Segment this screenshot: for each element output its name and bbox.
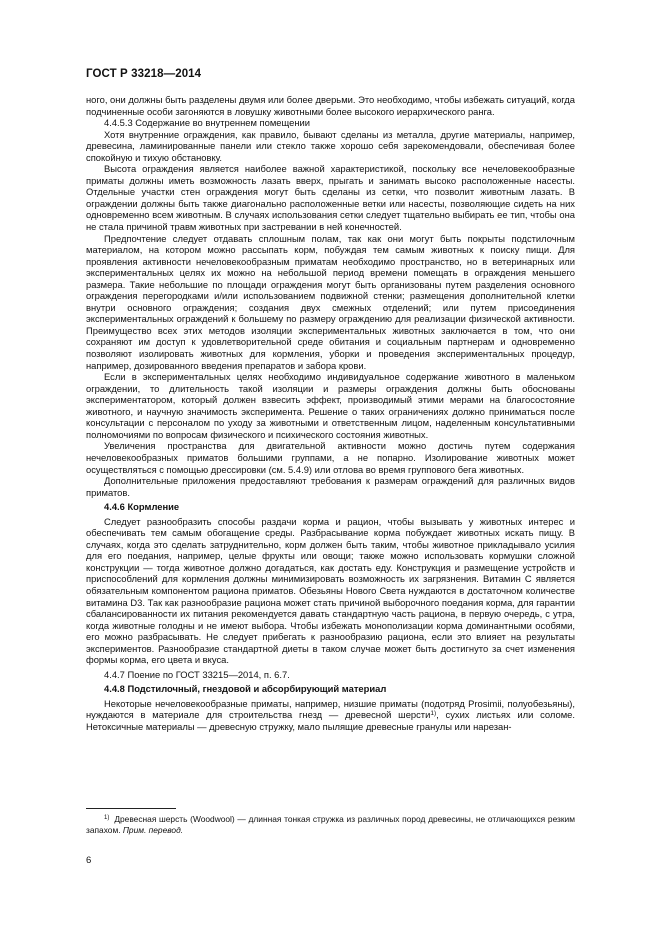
document-header: ГОСТ Р 33218—2014 bbox=[86, 68, 202, 80]
footnote-reference[interactable]: 1) bbox=[430, 710, 437, 718]
paragraph: Хотя внутренние ограждения, как правило, бывают сделаны из металла, другие материалы, например, древесина, ламинированные панели или стекло также хорошо себя зарекомендовали, обеспечивая более спокойную и тихую обстановку. bbox=[86, 128, 575, 163]
paragraph: Если в экспериментальных целях необходимо индивидуальное содержание животного в маленьком ограждении, то длительность такой изоляции и размеры ограждения должны быть обоснованы экспериментатором, который должен взвесить эффект, производимый этими мерами на благосостояние животного, и научную значимость эксперимента. Решение о таких ограничениях должно приниматься после консультации с персоналом по уходу за животными и ответственным лицом, наделенным консультативными полномочиями по вопросам физического и психического состояния животных. bbox=[86, 371, 575, 440]
footnote-mark: 1) bbox=[104, 815, 110, 821]
section-heading: 4.4.8 Подстилочный, гнездовой и абсорбирующий материал bbox=[104, 683, 387, 695]
paragraph-text: Некоторые нечеловекообразные приматы, например, низшие приматы (подотряд Prosimii, полуобезьяны), нуждаются в материале для строительства гнезд — древесной шерсти bbox=[86, 697, 575, 721]
footnote-text: Древесная шерсть (Woodwool) — длинная тонкая стружка из различных пород древесины, не отличающихся резким запахом. bbox=[86, 814, 575, 835]
paragraph: Следует разнообразить способы раздачи корма и рацион, чтобы вызывать у животных интерес и обеспечивать тем самым обогащение среды. Разбрасывание корма побуждает животных искать пищу. В случаях, когда это сделать затруднительно, корм должен быть таким, чтобы животное прикладывало усилия для его поедания, например, целые фрукты или овощи; также можно использовать кормушки сложной конструкции — тогда животное должно догадаться, как достать еду. Конструкция и размещение устройств и приспособлений для кормления должны минимизировать возможность их загрязнения. Витамин С является обязательным компонентом рациона приматов. Обезьяны Нового Света нуждаются в достаточном количестве витамина D3. Так как разнообразие рациона может стать причиной выборочного поедания корма, для гарантии сбалансированности их питания рекомендуется давать стандартную часть рациона, в первую очередь, с утра, когда животные голодны и не имеют выбора. Чтобы избежать монополизации корма доминантными особями, его можно разбрасывать. Не следует прибегать к разнообразию рациона, если это влияет на результаты экспериментов. Разнообразие стандартной диеты в таком случае может быть достигнуто за счет изменения формы корма, его цвета и вкуса. bbox=[86, 515, 575, 666]
paragraph: Высота ограждения является наиболее важной характеристикой, поскольку все нечеловекообразные приматы должны иметь возможность лазать вверх, прыгать и занимать высоко расположенные насесты. Отдельные участки стен ограждения могут быть сделаны из сетки, что позволит животным лазать. В ограждении должны быть также диагонально расположенные ветки или насесты, позволяющие сидеть на них одновременно всем животным. В случаях использования сетки следует тщательно выбирать ее тип, чтобы она не стала причиной травм животных при застревании в ней конечностей. bbox=[86, 163, 575, 233]
subsection-heading: 4.4.5.3 Содержание во внутреннем помещении bbox=[104, 117, 310, 129]
paragraph: Предпочтение следует отдавать сплошным полам, так как они могут быть покрыты подстилочным материалом, на котором можно рассыпать корм, побуждая тем самым животных к поиску пищи. Для проявления активности нечеловекообразным приматам необходимо пространство, но в ветеринарных или экспериментальных целях их можно на небольшой период времени помещать в ограждения меньшего размера. Такие небольшие по площади ограждения могут быть организованы путем разделения основного ограждения перегородками и/или использованием подвижной стенки; размещения дополнительной клетки внутри основного ограждения; создания двух смежных отделений; или путем присоединения экспериментальных ограждений к большему по размеру ограждению для реализации физической активности. Преимущество всех этих методов изоляции экспериментальных животных заключается в том, что они сохраняют им доступ к удовлетворительной среде обитания и социальным партнерам и одновременно позволяют изолировать животных для кормления, уборки и проведения экспериментальных процедур, например, дозированного введения препаратов и забора крови. bbox=[86, 232, 575, 371]
paragraph-with-footnote bbox=[86, 698, 575, 733]
translator-note: Прим. перевод. bbox=[122, 825, 184, 835]
section-heading: 4.4.7 Поение по ГОСТ 33215—2014, п. 6.7. bbox=[104, 668, 290, 680]
section-heading: 4.4.6 Кормление bbox=[104, 501, 180, 513]
footnote-divider bbox=[86, 808, 176, 809]
paragraph-continuation: ного, они должны быть разделены двумя или более дверьми. Это необходимо, чтобы избежать ситуаций, когда подчиненные особи загоняются в ловушку животными более высокого иерархического ранга. bbox=[86, 94, 575, 117]
paragraph-text: , сухих листьях или соломе. Нетоксичные материалы — древесную стружку, мало пылящие древесные гранулы или нарезан- bbox=[86, 709, 575, 732]
paragraph: Увеличения пространства для двигательной активности можно достичь путем содержания нечеловекообразных приматов большими группами, а не попарно. Изолирование животных может осуществляться с помощью дрессировки (см. 5.4.9) или отлова во время группового бега животных. bbox=[86, 440, 575, 475]
page-number: 6 bbox=[86, 855, 92, 866]
paragraph: Дополнительные приложения предоставляют требования к размерам ограждений для различных видов приматов. bbox=[86, 475, 575, 498]
document-body bbox=[86, 94, 575, 733]
footnote bbox=[86, 814, 575, 836]
